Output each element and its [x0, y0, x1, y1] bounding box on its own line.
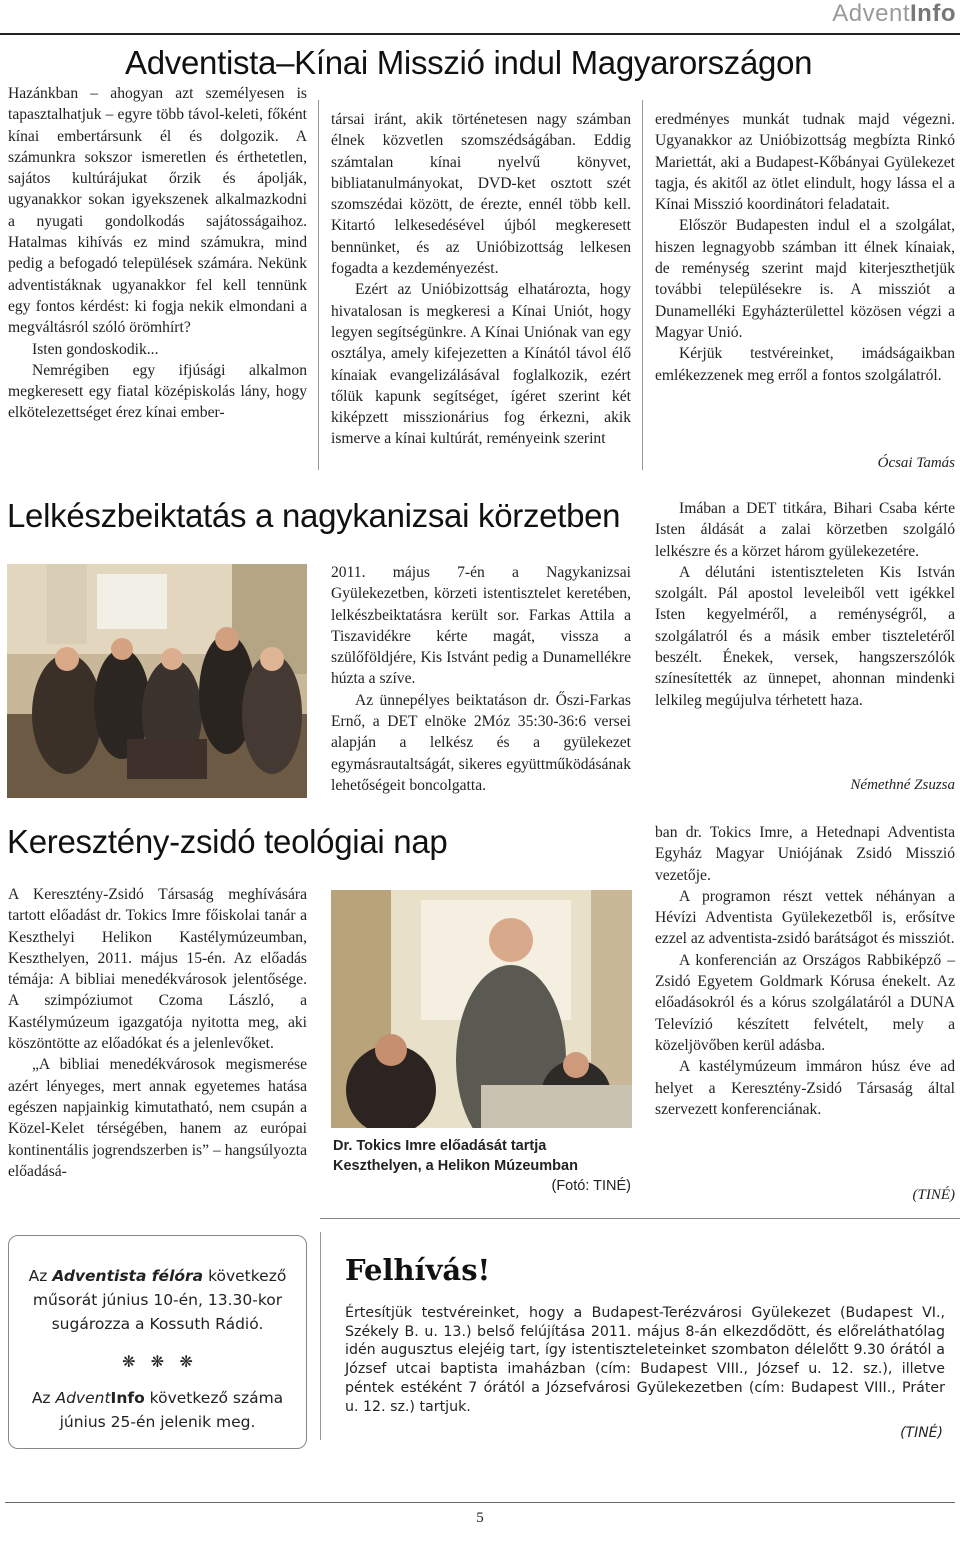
text: következő	[203, 1267, 287, 1285]
paragraph: Az ünnepélyes beiktatáson dr. Őszi-Farkas Ernő, a DET elnöke 2Móz 35:30-36:6 versei alapján a lelkész és a gyülekezet egymásrautaltságát, sikeres együttműködásának lehetőségeit boncolgatta.	[331, 691, 631, 794]
notice-title: Felhívás!	[345, 1253, 491, 1287]
ordination-photo	[7, 564, 307, 798]
paragraph: Nemrégiben egy ifjúsági alkalmon megkeresett egy fiatal középiskolás lány, hogy elkötelezettséget érez kínai ember-	[8, 361, 307, 422]
article2-column-3	[655, 498, 955, 711]
brand-part-info: Info	[910, 0, 956, 27]
article3-signature: (TINÉ)	[912, 1187, 955, 1203]
lecture-photo	[331, 890, 632, 1128]
section-divider	[320, 1232, 321, 1440]
paragraph: Isten gondoskodik...	[32, 340, 159, 358]
program-name: Adventista félóra	[52, 1267, 204, 1285]
article1-signature: Ócsai Tamás	[877, 455, 955, 471]
text: következő száma	[144, 1389, 284, 1407]
article3-column-1	[8, 884, 307, 1182]
paragraph: Imában a DET titkára, Bihari Csaba kérte Isten áldását a zalai körzetben szolgáló lelkészre és a körzet három gyülekezetére.	[655, 500, 955, 560]
publication-brand	[832, 0, 956, 28]
photo-caption-text: Dr. Tokics Imre előadását tartja Keszthelyen, a Helikon Múzeumban	[333, 1138, 578, 1174]
paragraph: eredményes munkát tudnak majd végezni. Ugyanakkor az Unióbizottság megbízta Rinkó Mariettát, aki a Budapest-Kőbányai Gyülekezet tagja, és akitől az ötlet elindult, hogy lássa el a Kínai Misszió koordinátori feladatait.	[655, 111, 955, 214]
radio-line-2: műsorát június 10-én, 13.30-kor	[32, 1291, 283, 1309]
text: Az	[31, 1389, 56, 1407]
paragraph: A délutáni istentiszteleten Kis István szolgált. Pál apostol leveleiből vett igékkel Isten kegyelméről, a reménységről, a szolgálatról és a másik ember tiszteletéről beszélt. Énekek, versek, hangszerszólók színesítették az ünnepet, ahonnan mindenki lelkileg megújulva térhetett haza.	[655, 563, 955, 709]
paragraph: Hazánkban – ahogyan azt személyesen is tapasztalhatjuk – egyre több távol-keleti, főként kínai embertársunk él és dolgozik. A számunkra sokszor ismeretlen és érthetetlen, sajátos kultúrájukat őrzik és ápolják, ugyanakkor sokan igyekszenek alkalmazkodni a nyugati gondolkodás sajátosságaihoz. Hatalmas kihívás ez mind számukra, mind pedig a befogadó települések számára. Nekünk adventistáknak ugyanakkor fel kell tennünk egy fontos kérdést: ki fogja nekik elmondani a megváltásról szóló örömhírt?	[8, 85, 307, 337]
paragraph: Ezért az Unióbizottság elhatározta, hogy hivatalosan is megkeresi a Kínai Uniót, hogy legyen segítségünkre. A Kínai Uniónak van egy osztálya, amely kifejezetten a Kínától távol élő kínaiak evangelizálásával foglalkozik, ezért tőlük kapunk segítséget, ígéret szerint két kiképzett misszionárius fog érkezni, akik ismerve a kínai kultúrát, reményeink szerint	[331, 281, 631, 448]
radio-line-5: június 25-én jelenik meg.	[59, 1413, 256, 1431]
lecture-photo-image	[331, 890, 632, 1128]
header-rule	[0, 33, 960, 35]
paragraph: társai iránt, akik történetesen nagy számban élnek közvetlen szomszédságában. Eddig számtalan kínai nyelvű könyvet, bibliatanulmányokat, DVD-ket osztott szét szomszédai között, de érezte, ennél több kell. Kitartó lelkesedésével újból megkeresett bennünket, és az Unióbizottság lelkesen fogadta a kezdeményezést.	[331, 111, 631, 278]
ordination-photo-image	[7, 564, 307, 798]
paragraph: A programon részt vettek néhányan a Hévízi Adventista Gyülekezetből is, erősítve ezzel az adventista-zsidó barátságot és missziót.	[655, 887, 955, 948]
article3-title: Keresztény-zsidó teológiai nap	[7, 823, 448, 860]
article1-column-1	[8, 83, 307, 424]
radio-line-1	[9, 1264, 306, 1288]
article3-column-3	[655, 822, 955, 1120]
footer-rule	[5, 1502, 955, 1503]
article1-column-2	[331, 109, 631, 450]
column-divider	[642, 100, 643, 470]
decorative-stars-icon: ❋ ❋ ❋	[122, 1352, 193, 1371]
brand-part-advent: Advent	[832, 0, 911, 27]
radio-announcement-box	[8, 1235, 307, 1449]
paragraph: Először Budapesten indul el a szolgálat, hiszen legnagyobb számban itt élnek kínaiak, de reménység szerint majd kiterjeszthetjük további településekre is. A missziót a Dunamelléki Egyházterülettel közösen végzi a Magyar Unió.	[655, 217, 955, 341]
notice-text: Értesítjük testvéreinket, hogy a Budapest-Terézvárosi Gyülekezet (Budapest VI., Székely B. u. 13.) belső felújítása 2011. május 8-án elkezdődött, és előreláthatólag idén augusztus elejéig tart, így istentiszteleteinket szombaton délelőtt 9.30 órától a József utcai baptista imaházban (cím: Budapest VIII., József u. 12. sz.), illetve péntek estéként 7 órától a Józsefvárosi Gyülekezetben (cím: Budapest VIII., Práter u. 12. sz.) tartjuk.	[345, 1305, 945, 1415]
brand-info: Info	[110, 1389, 145, 1407]
radio-line-3: sugározza a Kossuth Rádió.	[51, 1315, 264, 1333]
photo-credit: (Fotó: TINÉ)	[551, 1178, 631, 1194]
paragraph: Kérjük testvéreinket, imádságaikban emlékezzenek meg erről a fontos szolgálatról.	[655, 345, 955, 384]
article2-title: Lelkészbeiktatás a nagykanizsai körzetben	[7, 497, 621, 534]
brand-advent: Advent	[55, 1389, 111, 1407]
article2-signature: Némethné Zsuzsa	[850, 777, 955, 793]
paragraph: „A bibliai menedékvárosok megismerése azért lényeges, mert annak egyetemes hatása egészen napjainkig kimutatható, nem csupán a Közel-Kelet térségében, hanem az európai kontinentális jogrendszerben is” – hangsúlyozta előadásá-	[8, 1056, 307, 1180]
notice-signature: (TINÉ)	[900, 1425, 943, 1441]
paragraph: A kastélymúzeum immáron húsz éve ad helyet a Keresztény-Zsidó Társaság által szervezett konferenciának.	[655, 1058, 955, 1118]
paragraph: A konferencián az Országos Rabbiképző – Zsidó Egyetem Goldmark Kórusa énekelt. Az előadásokról és a kórus szolgálatáról a DUNA Televízió készített felvételt, mely a közeljövőben kerül adásba.	[655, 951, 955, 1054]
radio-line-4	[9, 1386, 306, 1410]
paragraph: ban dr. Tokics Imre, a Hetednapi Adventista Egyház Magyar Uniójának Zsidó Misszió vezetője.	[655, 824, 955, 884]
article2-column-2	[331, 562, 631, 796]
page-number: 5	[476, 1510, 484, 1526]
section-rule	[320, 1218, 960, 1219]
article1-column-3	[655, 109, 955, 386]
paragraph: 2011. május 7-én a Nagykanizsai Gyülekezetben, körzeti istentisztelet keretében, lelkészbeiktatásra került sor. Farkas Attila a Tiszavidékre kérte magát, vissza a szülőföldjére, Kis Istvánt pedig a Dunamellékre húzta a szíve.	[331, 564, 631, 688]
article1-title: Adventista–Kínai Misszió indul Magyarországon	[125, 44, 813, 81]
paragraph: A Keresztény-Zsidó Társaság meghívására tartott előadást dr. Tokics Imre főiskolai tanár a Keszthelyi Helikon Kastélymúzeumban, Keszthelyen, 2011. május 15-én. Az előadás témája: A bibliai menedékvárosok jelentősége. A szimpóziumot Czoma László, a Kastélymúzeum igazgatója nyitotta meg, aki köszöntötte az előadókat és a jelenlevőket.	[8, 886, 307, 1053]
photo-caption	[333, 1136, 631, 1196]
column-divider	[318, 100, 319, 470]
text: Az	[28, 1267, 53, 1285]
